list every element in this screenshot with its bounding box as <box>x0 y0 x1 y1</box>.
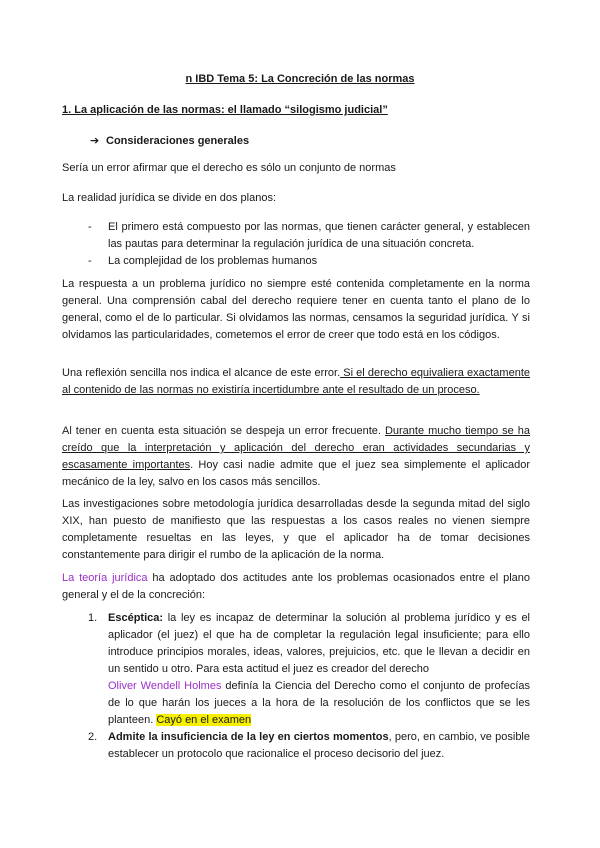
paragraph-6: Las investigaciones sobre metodología jurídica desarrolladas desde la segunda mitad del siglo XIX, han puesto de manifiesto que las respuestas a los casos reales no vienen siempre completamente resueltas en las leyes, y que el aplicador ha de tomar decisiones constantemente para dirigir el rumbo de la aplicación de la norma. <box>62 498 530 561</box>
arrow-icon: ➔ <box>90 135 100 147</box>
document-title: n IBD Tema 5: La Concreción de las normas <box>185 73 415 85</box>
teoria-juridica-label: La teoría jurídica <box>62 572 148 584</box>
subheading <box>90 133 249 150</box>
paragraph-1: Sería un error afirmar que el derecho es sólo un conjunto de normas <box>62 162 396 174</box>
paragraph-5 <box>62 423 530 491</box>
paragraph-5-text-a: Al tener en cuenta esta situación se despeja un error frecuente. <box>62 425 385 437</box>
paragraph-3: La respuesta a un problema jurídico no siempre esté contenida completamente en la norma general. Una comprensión cabal del derecho requiere tener en cuenta tanto el plano de lo general, como el de lo particular. Si olvidamos las normas, censamos la seguridad jurídica. Y si olvidamos las particularidades, cometemos el error de creer que todo está en los códigos. <box>62 278 530 341</box>
list-number: 2. <box>88 731 98 743</box>
paragraph-7 <box>62 570 530 604</box>
list-item: - La complejidad de los problemas humanos <box>88 253 530 270</box>
list-item-bold: Admite la insuficiencia de la ley en ciertos momentos <box>108 731 389 743</box>
paragraph-4-text: Una reflexión sencilla nos indica el alcance de este error. <box>62 367 341 379</box>
subheading-text: Consideraciones generales <box>106 135 250 147</box>
list-item-text: la ley es incapaz de determinar la solución al problema jurídico y es el aplicador (el juez) el que ha de completar la regulación legal insuficiente; para ello introduce principios morales, ideas, valores, prejuicios, etc. que le llevan a decidir en un sentido u otro. Para esta actitud el juez es creador del derecho <box>108 612 530 675</box>
paragraph-4-underlined: Si el derecho equivaliera exactamente al contenido de las normas no existiría incertidumbre ante el resultado de un proceso. <box>62 367 530 396</box>
list-number: 1. <box>88 612 98 624</box>
paragraph-5-text-b: . Hoy casi nadie admite que el juez sea simplemente el aplicador mecánico de la ley, salvo en los casos más sencillos. <box>62 459 531 488</box>
paragraph-4 <box>62 365 530 399</box>
paragraph-7-text: ha adoptado dos actitudes ante los problemas ocasionados entre el plano general y el de la concreción: <box>62 572 531 601</box>
highlight-note: Cayó en el examen <box>156 714 252 726</box>
paragraph-5-underlined: Durante mucho tiempo se ha creído que la interpretación y aplicación del derecho eran actividades secundarias y escasamente importantes <box>62 425 531 471</box>
list-item-text: , pero, en cambio, ve posible establecer un protocolo que racionalice el proceso decisorio del juez. <box>108 731 530 760</box>
list-item: - El primero está compuesto por las normas, que tienen carácter general, y establecen las pautas para determinar la regulación jurídica de una situación concreta. <box>88 219 530 253</box>
section-heading: 1. La aplicación de las normas: el llamado “silogismo judicial” <box>62 104 388 116</box>
list-item <box>88 610 530 729</box>
person-name: Oliver Wendell Holmes <box>108 680 222 692</box>
planos-list <box>88 219 530 270</box>
list-item-bold: Escéptica: <box>108 612 164 624</box>
actitudes-list <box>88 610 530 729</box>
paragraph-2: La realidad jurídica se divide en dos planos: <box>62 192 277 204</box>
list-item-text-2: definía la Ciencia del Derecho como el conjunto de profecías de lo que harán los jueces a la hora de la resolución de los conflictos que se les planteen. <box>108 680 530 726</box>
actitudes-list-2 <box>88 729 530 763</box>
list-item <box>88 729 530 763</box>
